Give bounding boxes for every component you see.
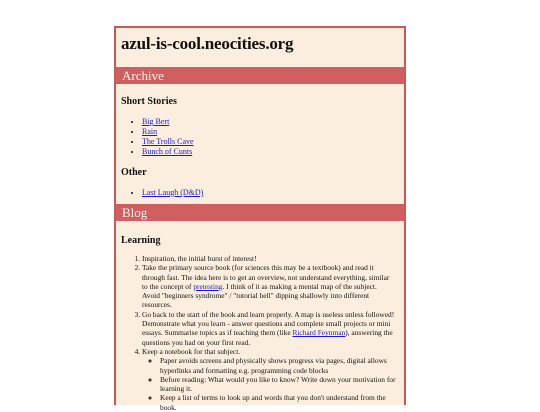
other-heading: Other bbox=[121, 167, 147, 178]
step-text: ), answering the questions you had on your first read. bbox=[142, 328, 393, 347]
list-item bbox=[142, 127, 404, 137]
story-link-trolls-cave[interactable]: The Trolls Cave bbox=[142, 137, 194, 146]
step-item bbox=[142, 263, 396, 309]
other-link-last-laugh[interactable]: Last Laugh (D&D) bbox=[142, 188, 204, 197]
story-link-bunch-of-cunts[interactable]: Bunch of Cunts bbox=[142, 147, 193, 156]
learning-steps-list bbox=[116, 254, 404, 412]
list-item bbox=[142, 147, 404, 157]
blog-section-bar: Blog bbox=[116, 204, 404, 221]
step-text: Inspiration, the initial burst of interest! bbox=[142, 254, 257, 263]
step-text: . I think of it as making a mental map of the subject. Avoid "beginners syndrome" / "tutorial hell" dipping shallowly into different resources. bbox=[142, 281, 377, 310]
list-item bbox=[142, 117, 404, 127]
list-item bbox=[142, 137, 404, 147]
other-list bbox=[116, 188, 404, 198]
short-stories-heading: Short Stories bbox=[121, 96, 177, 107]
richard-feynman-link[interactable]: Richard Feynman bbox=[292, 328, 346, 338]
step-item bbox=[142, 254, 396, 263]
sub-item: ◦ Before reading: What would you like to know? Write down your motivation for learning it. bbox=[160, 375, 396, 394]
page-container bbox=[114, 26, 406, 412]
story-link-big-bert[interactable]: Big Bert bbox=[142, 117, 170, 126]
story-link-rain[interactable]: Rain bbox=[142, 127, 158, 136]
step-item bbox=[142, 347, 396, 412]
sub-item: ◦ Paper avoids screens and physically shows progress via pages, digital allows hyperlinks and formatting e.g. programming code blocks bbox=[160, 356, 396, 375]
site-title: azul-is-cool.neocities.org bbox=[121, 34, 294, 53]
step-item bbox=[142, 310, 396, 347]
pretesting-link[interactable]: pretesting bbox=[193, 281, 223, 291]
list-item bbox=[142, 188, 404, 198]
short-stories-list bbox=[116, 117, 404, 157]
step-text: Keep a notebook for that subject. bbox=[142, 346, 241, 356]
archive-section-bar: Archive bbox=[116, 67, 404, 84]
step-text: Take the primary source book (for sciences this may be a textbook) and read it through fast. The idea here is to get an overview, not understand everything, similar to the concept of bbox=[142, 263, 390, 291]
notebook-sublist bbox=[142, 356, 396, 412]
sub-item: ◦ Keep a list of terms to look up and words that you don't understand from the book. bbox=[160, 393, 396, 412]
step-text: Go back to the start of the book and learn properly. A map is useless unless followed! Demonstrate what you learn - answer questions and complete small projects or mini essays. Summarise topics as if teaching them (like bbox=[142, 309, 395, 338]
post-title: Learning bbox=[121, 235, 161, 246]
